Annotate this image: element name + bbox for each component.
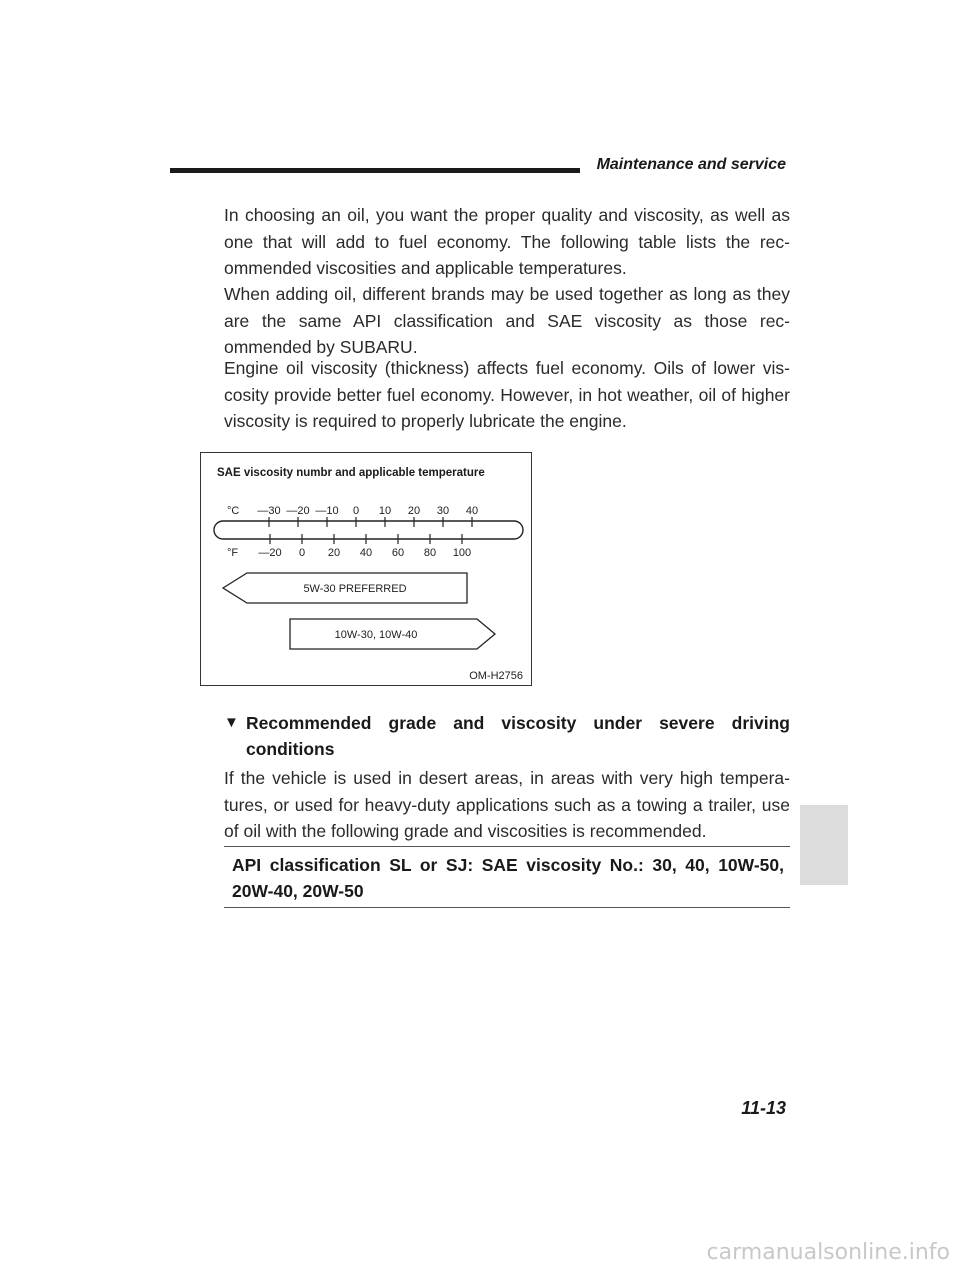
- heading-word: grade: [388, 713, 437, 733]
- fahrenheit-tick-labels: [258, 547, 471, 559]
- celsius-tick-label: 40: [465, 505, 479, 517]
- celsius-tick-labels: [257, 505, 478, 517]
- watermark-text: carmanualsonline.info: [706, 1240, 950, 1265]
- heading-word: Recommended: [246, 713, 372, 733]
- bar-5w30-label: 5W-30 PREFERRED: [303, 583, 407, 595]
- figure-title: SAE viscosity numbr and applicable temperature: [217, 467, 485, 479]
- fahrenheit-tick-label: 20: [327, 547, 341, 559]
- paragraph-adding-oil: When adding oil, different brands may be used together as long as they are the same API classification and SAE viscosity as those recommended by SUBARU.: [224, 284, 790, 357]
- running-head: Maintenance and service: [596, 156, 786, 173]
- heading-word: driving: [731, 713, 790, 733]
- fahrenheit-tick-label: 80: [423, 547, 437, 559]
- celsius-tick-label: 0: [352, 505, 360, 517]
- viscosity-temperature-figure: [200, 452, 532, 686]
- fahrenheit-tick-label: 100: [452, 547, 472, 559]
- note-rule-top: [224, 846, 790, 847]
- triangle-marker-icon: ▼: [224, 714, 239, 731]
- section-heading-line1: [246, 710, 790, 736]
- header-rule: [170, 168, 580, 173]
- fahrenheit-tick-label: 40: [359, 547, 373, 559]
- fahrenheit-tick-label: 0: [298, 547, 306, 559]
- paragraph-oil-choice: In choosing an oil, you want the proper quality and viscosity, as well as one that will add to fuel economy. The following table lists the recommended viscosities and applicable temperatures.: [224, 205, 790, 278]
- fahrenheit-tick-label: —20: [258, 547, 282, 559]
- celsius-tick-label: 20: [407, 505, 421, 517]
- celsius-tick-label: 10: [378, 505, 392, 517]
- page-number: 11-13: [741, 1098, 786, 1118]
- note-rule-bottom: [224, 907, 790, 908]
- thermometer-tube: [214, 521, 523, 539]
- paragraph-viscosity-economy: Engine oil viscosity (thickness) affects fuel economy. Oils of lower viscosity provide better fuel economy. However, in hot weather, oil of higher viscosity is required to properly lubricate the engine.: [224, 358, 790, 431]
- figure-code: OM-H2756: [469, 670, 523, 682]
- viscosity-diagram: [201, 453, 533, 687]
- celsius-unit: °C: [227, 505, 240, 517]
- heading-word: viscosity: [501, 713, 577, 733]
- celsius-tick-label: 30: [436, 505, 450, 517]
- heading-word: severe: [659, 713, 715, 733]
- bar-10w30-label: 10W-30, 10W-40: [334, 629, 418, 641]
- fahrenheit-unit: °F: [227, 547, 239, 559]
- section-heading-line2: conditions: [246, 739, 335, 759]
- celsius-tick-label: —30: [257, 505, 281, 517]
- fahrenheit-tick-label: 60: [391, 547, 405, 559]
- paragraph-severe-conditions: If the vehicle is used in desert areas, in areas with very high temperatures, or used for heavy-duty applications such as a towing a trailer, use of oil with the following grade and viscosities is recommended.: [224, 768, 790, 841]
- section-heading: [224, 710, 790, 762]
- celsius-ticks: [269, 517, 472, 527]
- celsius-tick-label: —10: [315, 505, 339, 517]
- heading-word: under: [593, 713, 643, 733]
- heading-word: and: [453, 713, 485, 733]
- api-classification-note: API classification SL or SJ: SAE viscosity No.: 30, 40, 10W-50, 20W-40, 20W-50: [232, 855, 784, 901]
- celsius-tick-label: —20: [286, 505, 310, 517]
- chapter-side-tab: [800, 805, 848, 885]
